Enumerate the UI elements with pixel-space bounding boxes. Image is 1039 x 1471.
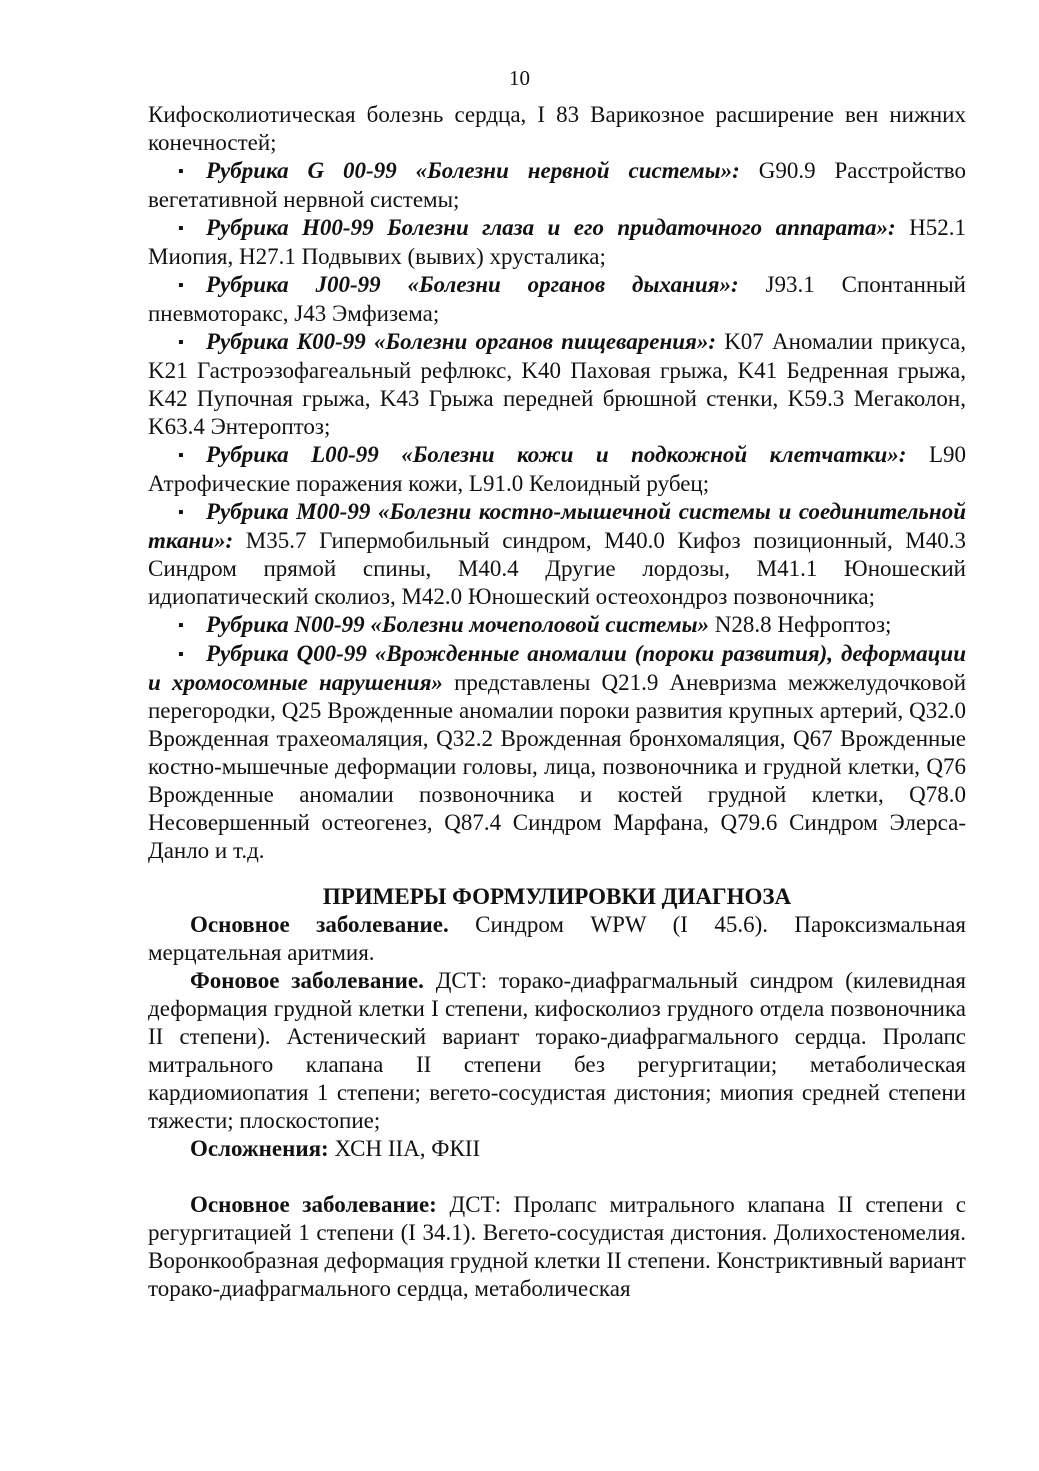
page-number: 10 [509,66,530,90]
rubric-text: N28.8 Нефроптоз; [709,612,892,637]
rubric-text: H52.1 Миопия, H27.1 Подвывих (вывих) хрусталика; [148,215,966,269]
example-label: Основное заболевание: [190,1192,437,1217]
rubric-item-j [148,271,966,328]
rubric-title: Рубрика N00-99 «Болезни мочеполовой системы» [206,612,710,637]
rubric-title: Рубрика L00-99 «Болезни кожи и подкожной клетчатки»: [206,442,907,467]
example-text: Синдром WPW (I 45.6). Пароксизмальная мерцательная аритмия. [148,912,966,965]
example-label: Фоновое заболевание. [190,968,424,993]
rubric-title: Рубрика Q00-99 «Врожденные аномалии (пороки развития), деформации и хромосомные нарушения» [148,641,966,695]
rubric-item-k [148,328,966,441]
diagnosis-example-complications [148,1135,966,1163]
diagnosis-example-background [148,967,966,1135]
example-label: Осложнения: [190,1136,329,1161]
rubric-item-m [148,498,966,611]
rubric-item-g [148,157,966,214]
diagnosis-example-main-2 [148,1191,966,1303]
paragraph-spacer [148,1163,966,1191]
rubric-item-l [148,441,966,498]
rubric-text: J93.1 Спонтанный пневмоторакс, J43 Эмфизема; [148,272,966,326]
rubric-title: Рубрика J00-99 «Болезни органов дыхания»: [206,272,739,297]
rubric-text: представлены Q21.9 Аневризма межжелудочковой перегородки, Q25 Врожденные аномалии пороки развития крупных артерий, Q32.0 Врожденная трахеомаляция, Q32.2 Врожденная бронхомаляция, Q67 Врожденные костно-мышечные деформации головы, лица, позвоночника и грудной клетки, Q76 Врожденные аномалии позвоночника и костей грудной клетки, Q78.0 Несовершенный остеогенез, Q87.4 Синдром Марфана, Q79.6 Синдром Элерса-Данло и т.д. [148,670,966,863]
rubric-item-n [148,611,966,640]
rubric-item-q [148,640,966,865]
rubric-text: G90.9 Расстройство вегетативной нервной системы; [148,158,967,212]
rubric-title: Рубрика K00-99 «Болезни органов пищеварения»: [206,329,717,354]
section-heading: ПРИМЕРЫ ФОРМУЛИРОВКИ ДИАГНОЗА [322,884,792,909]
example-text: ХСН IIА, ФКII [328,1136,481,1161]
rubric-title: Рубрика M00-99 «Болезни костно-мышечной системы и соединительной ткани»: [148,499,966,553]
rubric-text: K07 Аномалии прикуса, K21 Гастроэзофагеальный рефлюкс, K40 Паховая грыжа, K41 Бедренная грыжа, K42 Пупочная грыжа, K43 Грыжа передней брюшной стенки, K59.3 Мегаколон, K63.4 Энтероптоз; [148,329,966,439]
rubric-title: Рубрика G 00-99 «Болезни нервной системы»: [206,158,740,183]
page-body [148,101,966,1303]
rubric-item-h [148,214,966,271]
rubric-text: M35.7 Гипермобильный синдром, M40.0 Кифоз позиционный, M40.3 Синдром прямой спины, M40.4 Другие лордозы, M41.1 Юношеский идиопатический сколиоз, M42.0 Юношеский остеохондроз позвоночника; [148,528,966,609]
rubric-title: Рубрика H00-99 Болезни глаза и его придаточного аппарата»: [206,215,896,240]
example-text: ДСТ: Пролапс митрального клапана II степени с регургитацией 1 степени (I 34.1). Вегето-сосудистая дистония. Долихостеномелия. Воронкообразная деформация грудной клетки II степени. Констриктивный вариант торако-диафрагмального сердца, метаболическая [148,1192,967,1301]
diagnosis-example-main [148,911,966,967]
intro-paragraph: Кифосколиотическая болезнь сердца, I 83 Варикозное расширение вен нижних конечностей; [148,102,966,155]
example-text: ДСТ: торако-диафрагмальный синдром (килевидная деформация грудной клетки I степени, кифосколиоз грудного отдела позвоночника II степени). Астенический вариант торако-диафрагмального сердца. Пролапс митрального клапана II степени без регургитации; метаболическая кардиомиопатия 1 степени; вегето-сосудистая дистония; миопия средней степени тяжести; плоскостопие; [148,968,966,1133]
rubric-text: L90 Атрофические поражения кожи, L91.0 Келоидный рубец; [148,442,966,496]
example-label: Основное заболевание. [190,912,449,937]
